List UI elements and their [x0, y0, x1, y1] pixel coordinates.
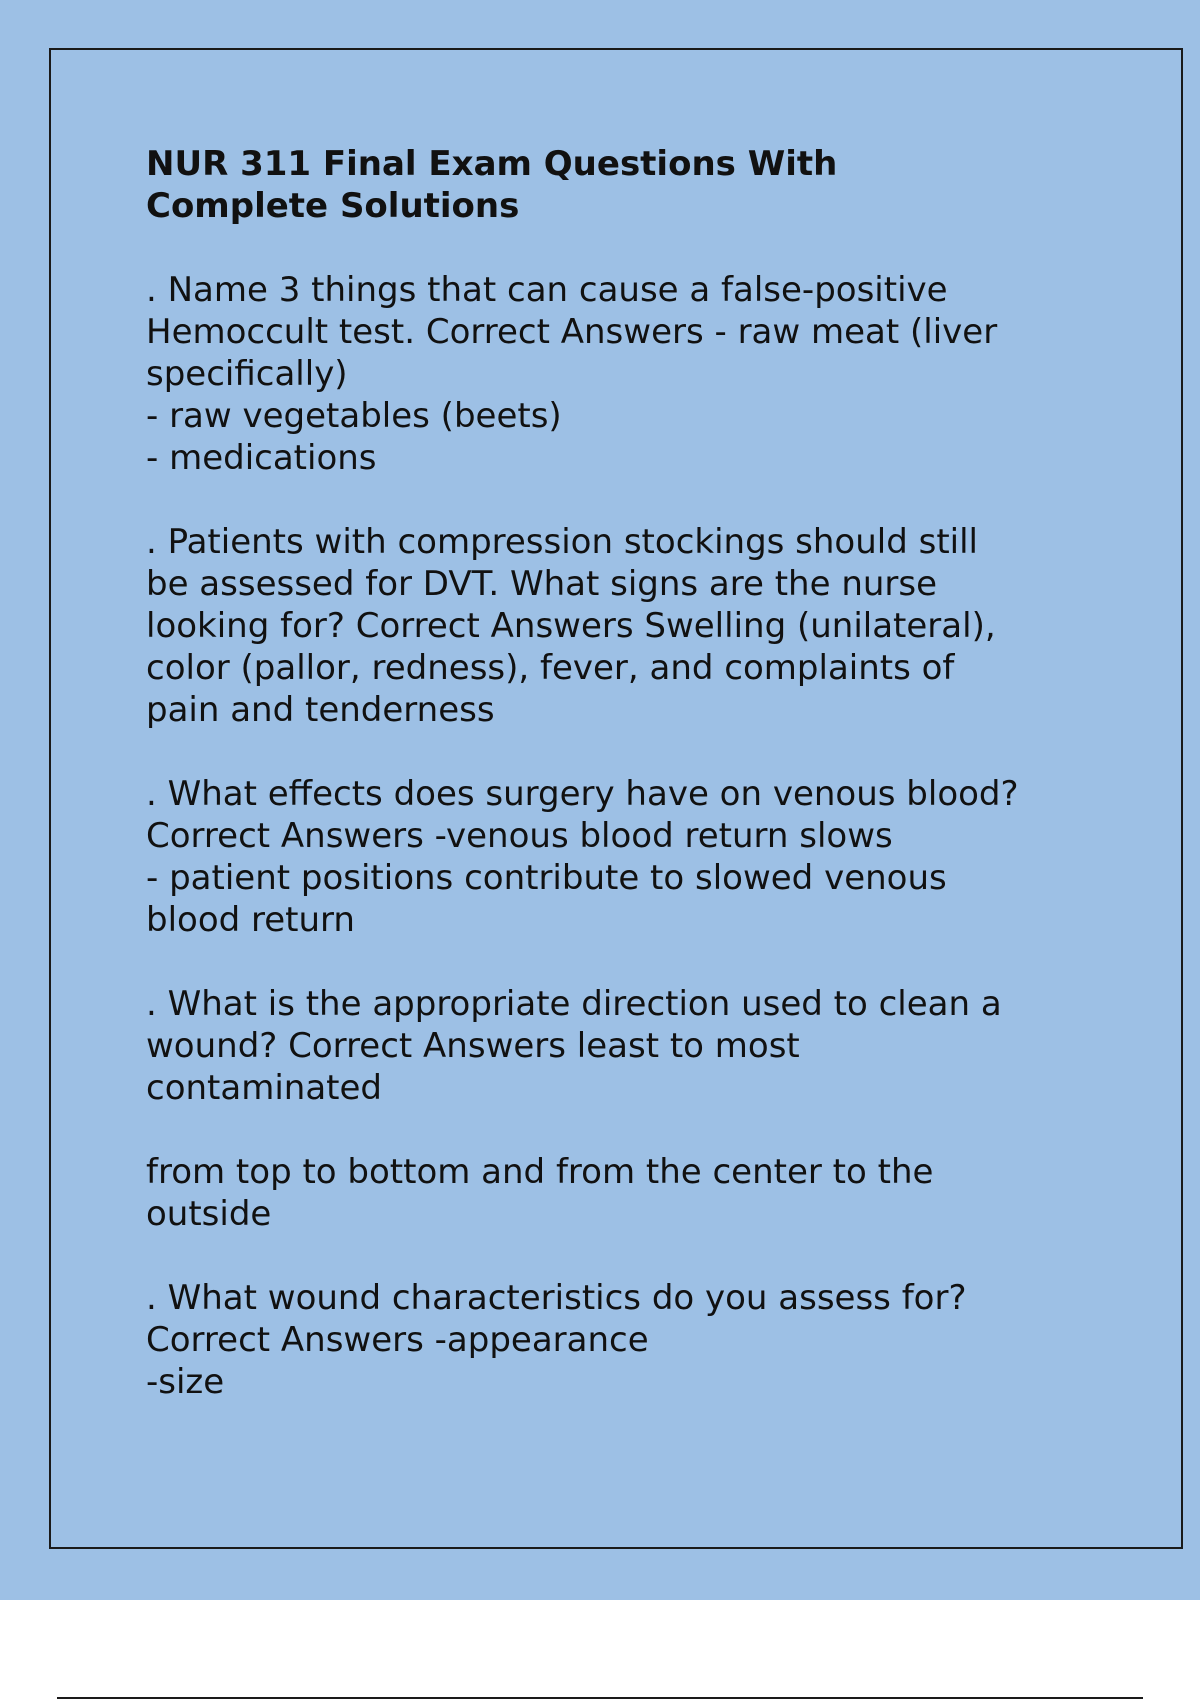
question-block-1: . Name 3 things that can cause a false-positive Hemoccult test. Correct Answers - raw meat (liver specifically) - raw vegetables (beets) - medications — [146, 270, 998, 478]
answer-continuation: from top to bottom and from the center to the outside — [146, 1152, 934, 1234]
question-block-2: . Patients with compression stockings should still be assessed for DVT. What signs are the nurse looking for? Correct Answers Swelling (unilateral), color (pallor, redness), fever, and complaints of pain and tenderness — [146, 522, 996, 730]
document-content — [146, 143, 1106, 1403]
question-block-3: . What effects does surgery have on venous blood? Correct Answers -venous blood return slows - patient positions contribute to slowed venous blood return — [146, 774, 1019, 940]
question-block-4: . What is the appropriate direction used to clean a wound? Correct Answers least to most contaminated — [146, 984, 1002, 1108]
document-title: NUR 311 Final Exam Questions With Complete Solutions — [146, 144, 838, 226]
footer-rule — [57, 1697, 1143, 1699]
question-block-5: . What wound characteristics do you assess for? Correct Answers -appearance -size — [146, 1278, 967, 1402]
